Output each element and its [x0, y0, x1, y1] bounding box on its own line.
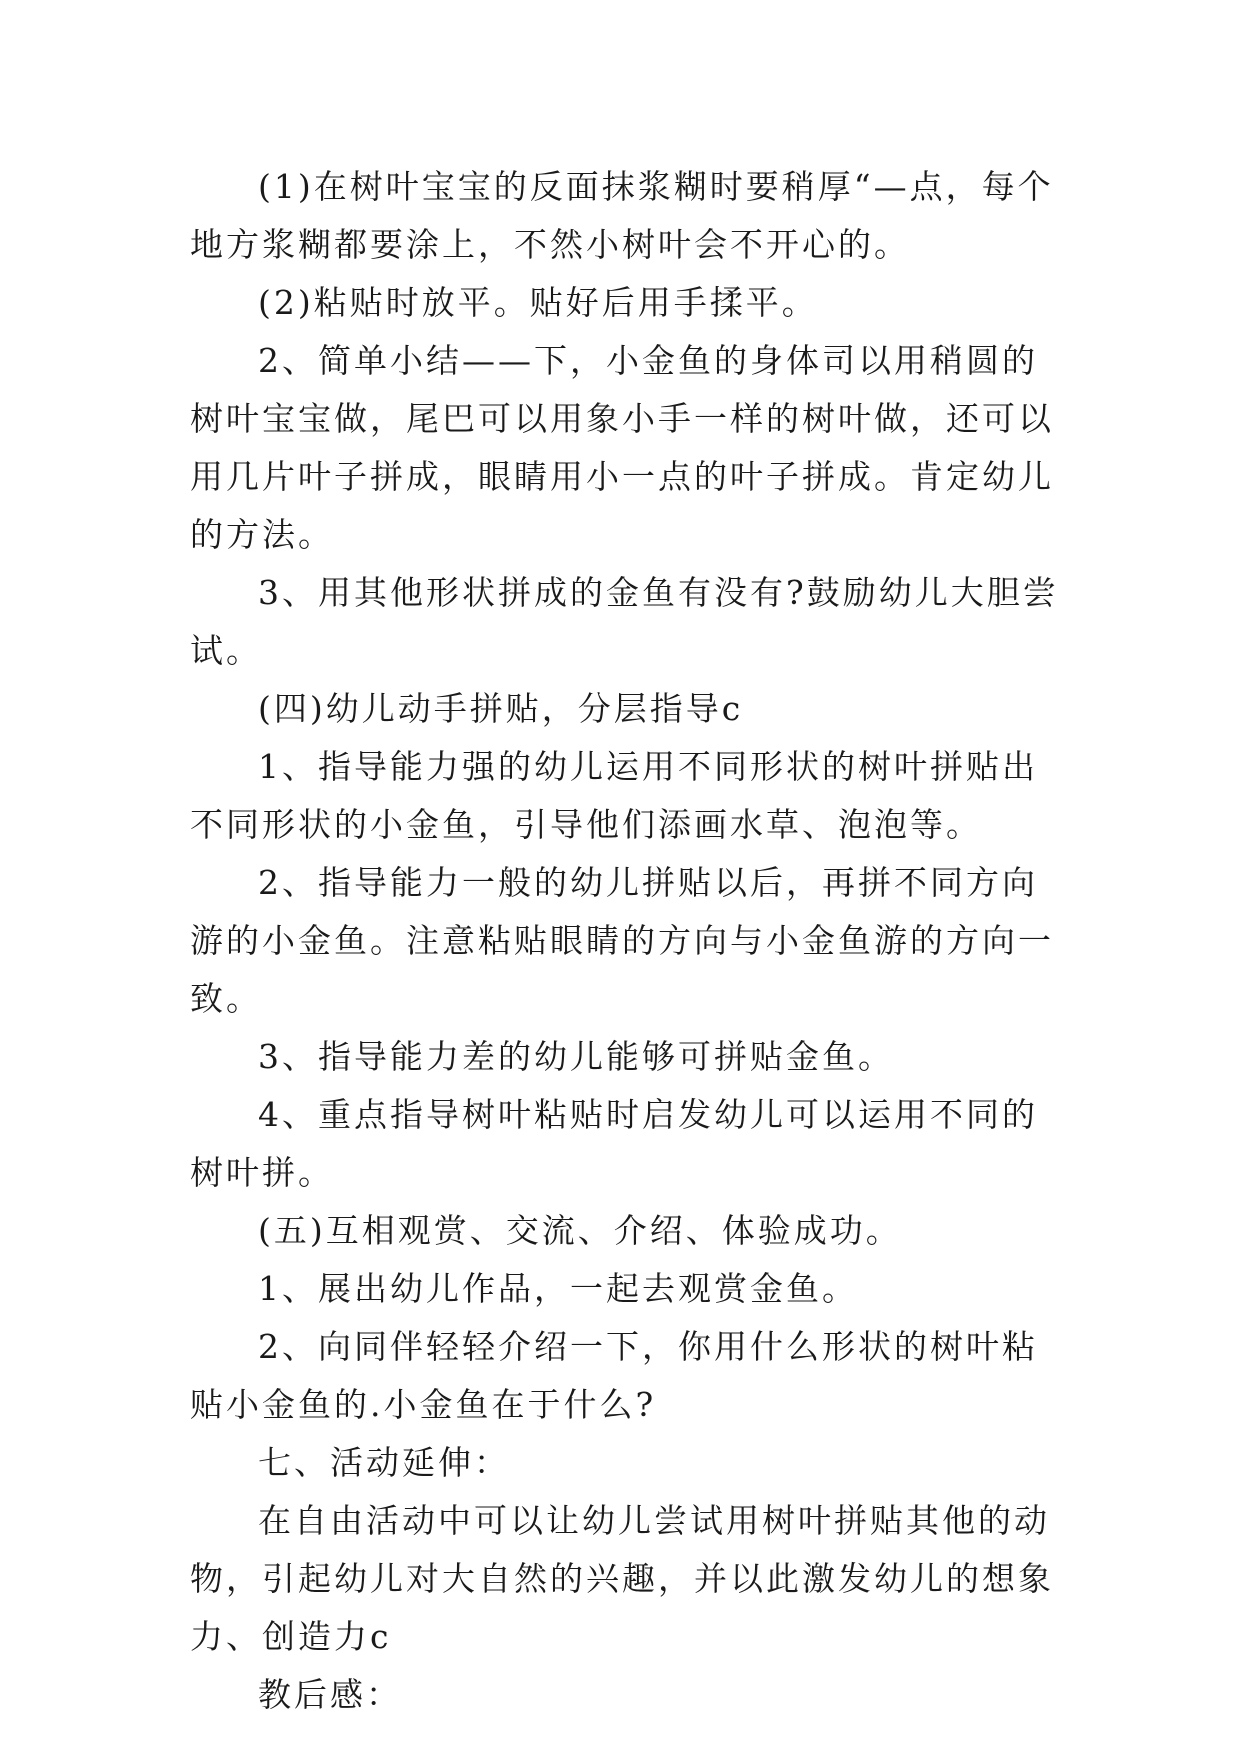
paragraph-introduce: 2、向同伴轻轻介绍一下，你用什么形状的树叶粘贴小金鱼的.小金鱼在于什么?: [190, 1327, 1038, 1424]
paragraph-step-1: (1)在树叶宝宝的反面抹浆糊时要稍厚“—点，每个地方浆糊都要涂上，不然小树叶会不开心的。: [190, 167, 1054, 264]
paragraph-guide-strong: 1、指导能力强的幼儿运用不同形状的树叶拼贴出不同形状的小金鱼，引导他们添画水草、泡泡等。: [190, 747, 1038, 844]
paragraph-guide-average: 2、指导能力一般的幼儿拼贴以后，再拼不同方向游的小金鱼。注意粘贴眼睛的方向与小金鱼游的方向一致。: [190, 863, 1054, 1018]
document-body: [190, 158, 1070, 1724]
paragraph-guide-weak: 3、指导能力差的幼儿能够可拼贴金鱼。: [258, 1037, 894, 1076]
paragraph-display-works: 1、展出幼儿作品，一起去观赏金鱼。: [258, 1269, 858, 1308]
paragraph-extension: 在自由活动中可以让幼儿尝试用树叶拼贴其他的动物，引起幼儿对大自然的兴趣，并以此激发幼儿的想象力、创造力c: [190, 1501, 1054, 1656]
section-heading-five: (五)互相观赏、交流、介绍、体验成功。: [258, 1211, 902, 1250]
section-heading-four: (四)幼儿动手拼贴，分层指导c: [258, 689, 744, 728]
section-heading-extension: 七、活动延伸：: [258, 1443, 510, 1482]
paragraph-other-shapes: 3、用其他形状拼成的金鱼有没有?鼓励幼儿大胆尝试。: [190, 573, 1059, 670]
paragraph-summary: 2、简单小结——下，小金鱼的身体司以用稍圆的树叶宝宝做，尾巴可以用象小手一样的树叶做，还可以用几片叶子拼成，眼睛用小一点的叶子拼成。肯定幼儿的方法。: [190, 341, 1054, 554]
paragraph-guide-key: 4、重点指导树叶粘贴时启发幼儿可以运用不同的树叶拼。: [190, 1095, 1038, 1192]
paragraph-step-2: (2)粘贴时放平。贴好后用手揉平。: [258, 283, 818, 322]
section-heading-reflection: 教后感：: [258, 1675, 402, 1714]
